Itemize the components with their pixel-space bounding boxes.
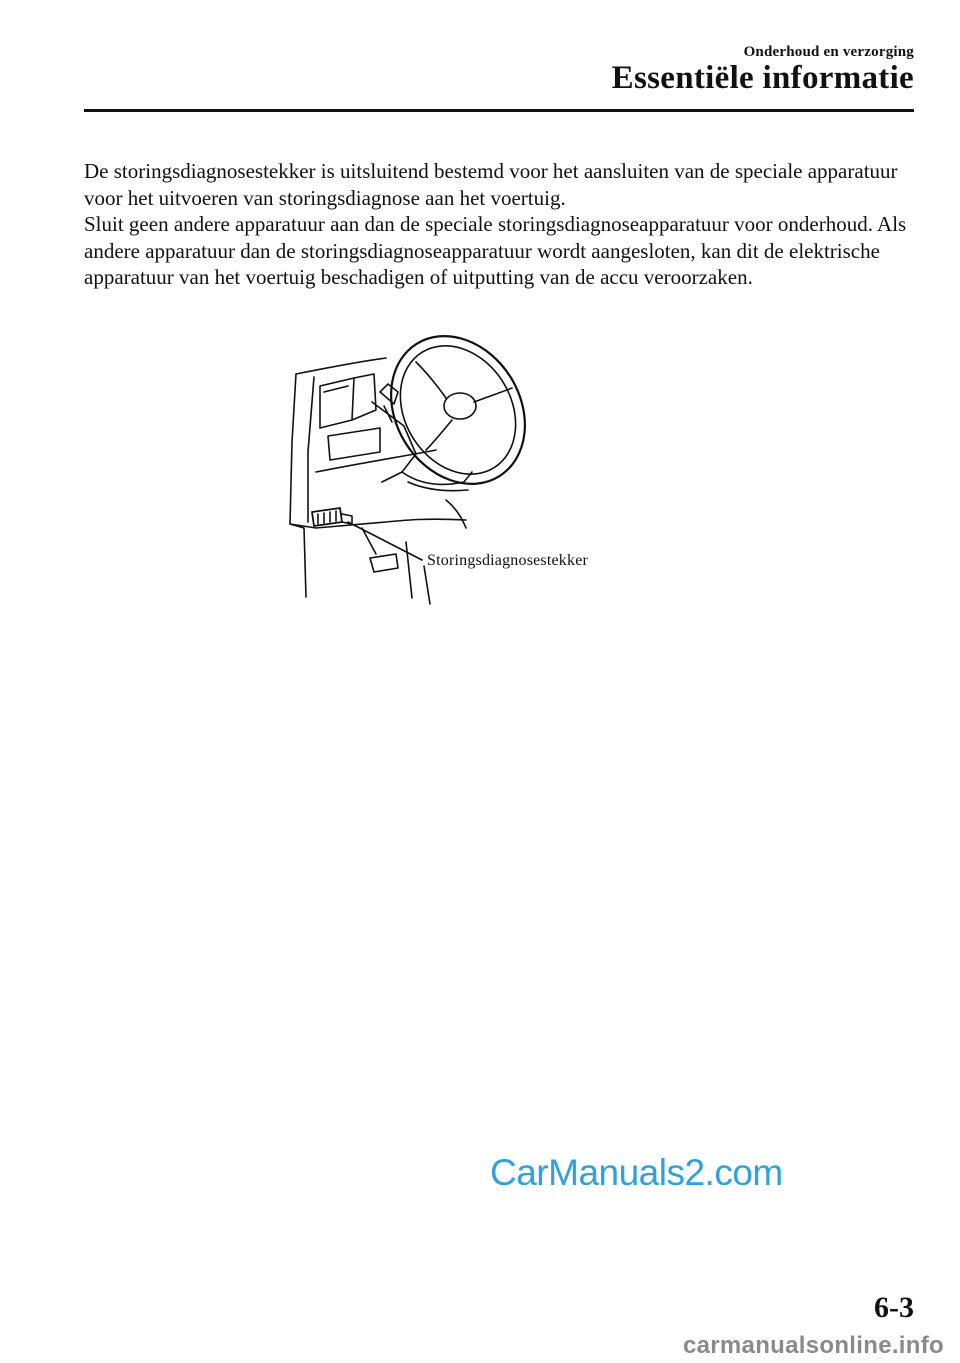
running-header-section: Onderhoud en verzorging (743, 44, 914, 60)
page-number: 6-3 (874, 1291, 914, 1324)
footer-url[interactable]: carmanualsonline.info (682, 1332, 944, 1359)
body-text (84, 158, 914, 291)
dashboard-illustration (276, 322, 626, 608)
paragraph-2: Sluit geen andere apparatuur aan dan de speciale storingsdiagnoseapparatuur voor onderhoud. Als andere apparatuur dan de storingsdiagnoseapparatuur wordt aangesloten, kan dit de elektrische apparatuur van het voertuig beschadigen of uitputting van de accu veroorzaken. (84, 212, 907, 289)
running-header-title: Essentiële informatie (611, 60, 914, 96)
connector-callout-label: Storingsdiagnosestekker (427, 552, 589, 569)
watermark-logo: CarManuals2.com (490, 1152, 783, 1193)
paragraph-1: De storingsdiagnosestekker is uitsluitend bestemd voor het aansluiten van de speciale apparatuur voor het uitvoeren van storingsdiagnose aan het voertuig. (84, 159, 898, 210)
header-divider (84, 109, 914, 112)
